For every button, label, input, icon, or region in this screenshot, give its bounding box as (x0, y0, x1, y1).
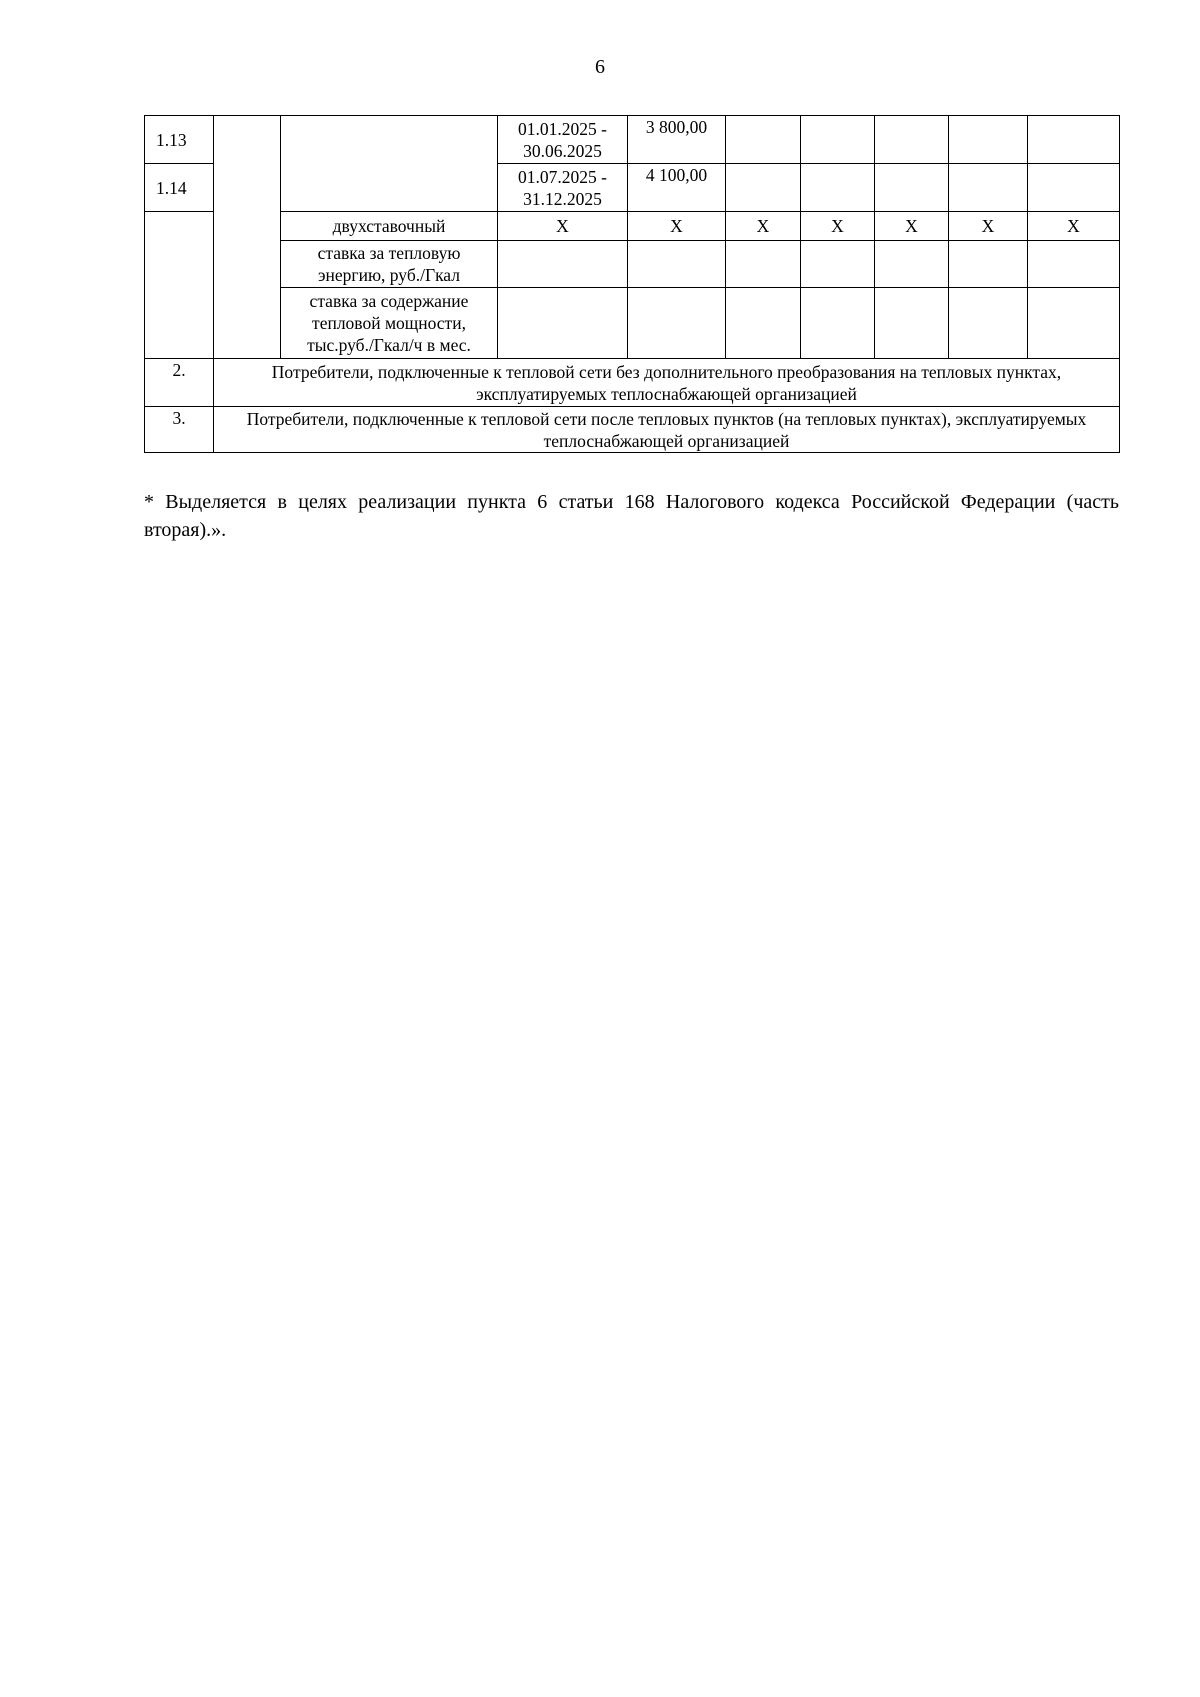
empty-cell (801, 164, 875, 212)
empty-cell (498, 288, 628, 359)
empty-cell (949, 164, 1028, 212)
tariff-value-cell: 4 100,00 (628, 164, 726, 212)
empty-cell (628, 241, 726, 288)
x-mark: X (628, 212, 726, 241)
x-mark: X (949, 212, 1028, 241)
empty-cell (875, 116, 949, 164)
empty-merged-cell (214, 116, 281, 359)
empty-cell (1028, 116, 1120, 164)
empty-cell (726, 164, 801, 212)
period-cell: 01.07.2025 - 31.12.2025 (498, 164, 628, 212)
x-mark: X (801, 212, 875, 241)
empty-cell (949, 241, 1028, 288)
x-mark: X (726, 212, 801, 241)
empty-cell (875, 288, 949, 359)
footnote: * Выделяется в целях реализации пункта 6 статьи 168 Налогового кодекса Российской Федерации (часть вторая).». (144, 491, 1119, 541)
empty-cell (1028, 241, 1120, 288)
empty-cell (801, 116, 875, 164)
row-number: 2. (145, 359, 214, 407)
consumer-group-text: Потребители, подключенные к тепловой сети без дополнительного преобразования на тепловых пунктах, эксплуатируемых теплоснабжающей организацией (214, 359, 1120, 407)
x-mark: X (1028, 212, 1120, 241)
empty-cell (498, 241, 628, 288)
page-number: 6 (595, 56, 605, 78)
empty-cell (801, 241, 875, 288)
tariff-type-label: двухставочный (281, 212, 498, 241)
empty-cell (726, 116, 801, 164)
tariff-value-cell: 3 800,00 (628, 116, 726, 164)
empty-merged-cell (281, 116, 498, 212)
empty-cell (875, 241, 949, 288)
table-row-two-part (145, 212, 1120, 241)
x-mark: X (875, 212, 949, 241)
empty-cell (1028, 288, 1120, 359)
empty-cell (801, 288, 875, 359)
table-row-capacity-rate (145, 288, 1120, 359)
table-row-1-13 (145, 116, 1120, 164)
empty-cell (628, 288, 726, 359)
empty-cell (726, 288, 801, 359)
empty-cell (949, 116, 1028, 164)
row-number: 1.14 (145, 164, 214, 212)
period-cell: 01.01.2025 - 30.06.2025 (498, 116, 628, 164)
empty-merged-cell (145, 212, 214, 359)
table-row-2 (145, 359, 1120, 407)
row-number: 1.13 (145, 116, 214, 164)
row-number: 3. (145, 407, 214, 453)
x-mark: X (498, 212, 628, 241)
table-row-energy-rate (145, 241, 1120, 288)
tariff-table (144, 115, 1120, 453)
empty-cell (949, 288, 1028, 359)
empty-cell (1028, 164, 1120, 212)
consumer-group-text: Потребители, подключенные к тепловой сети после тепловых пунктов (на тепловых пунктах), эксплуатируемых теплоснабжающей организацией (214, 407, 1120, 453)
empty-cell (726, 241, 801, 288)
table-row-3 (145, 407, 1120, 453)
empty-cell (875, 164, 949, 212)
energy-rate-label: ставка за тепловую энергию, руб./Гкал (281, 241, 498, 288)
capacity-rate-label: ставка за содержание тепловой мощности, тыс.руб./Гкал/ч в мес. (281, 288, 498, 359)
